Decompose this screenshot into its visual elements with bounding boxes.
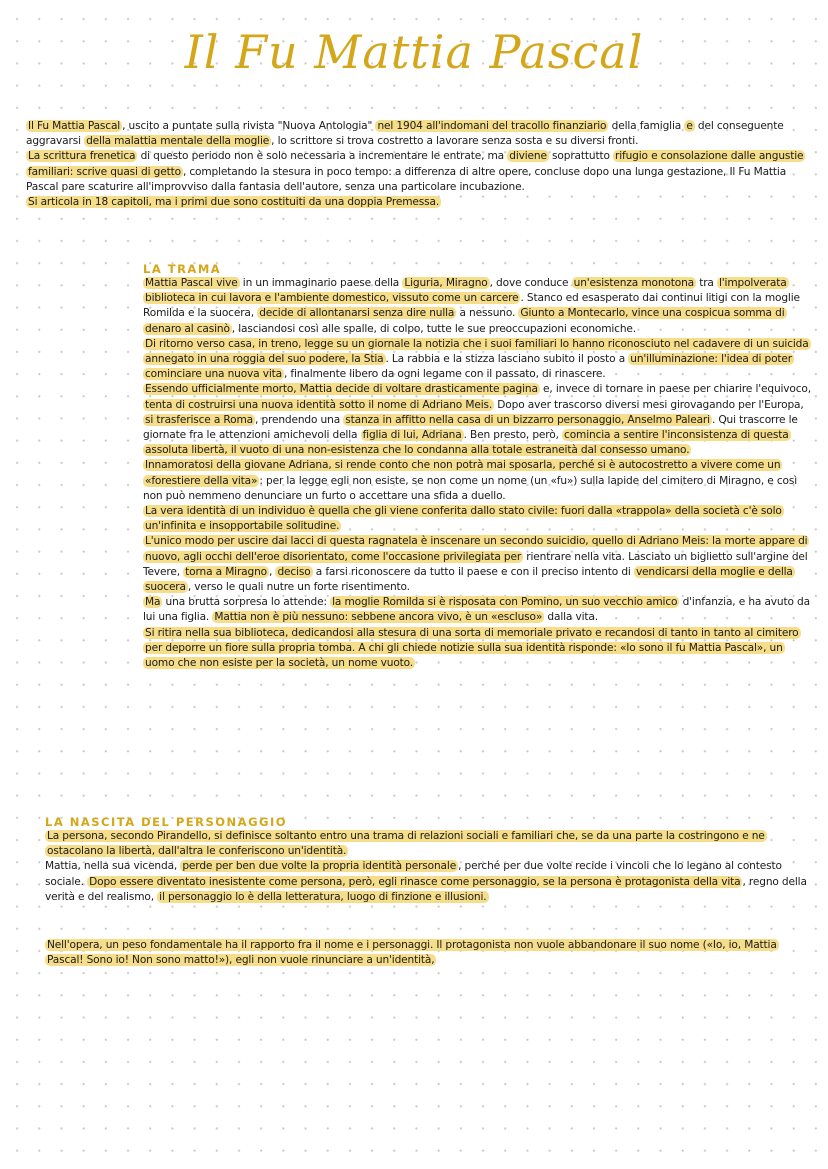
- text-run: Dopo aver trascorso diversi mesi girovagando per l'Europa,: [494, 398, 804, 411]
- highlighted-text: si trasferisce a Roma: [145, 413, 254, 426]
- paragraph: [143, 595, 813, 625]
- text-run: ,: [269, 565, 276, 578]
- text-run: rientrare nella vita. Lasciato un biglietto sull'argine del Tevere,: [143, 550, 808, 578]
- highlighted-text: Ma: [145, 596, 161, 609]
- text-run: in un immaginario paese della: [239, 277, 403, 289]
- highlighted-text: La scrittura frenetica: [28, 150, 136, 163]
- opera-section: [45, 938, 815, 968]
- highlighted-text: decide di allontanarsi senza dire nulla: [259, 307, 455, 320]
- highlighted-text: Liguria, Miragno: [404, 277, 488, 289]
- text-run: , verso le quali nutre un forte risentimento.: [187, 581, 410, 594]
- text-run: . Ben presto, però,: [463, 429, 563, 442]
- highlighted-text: Si ritira nella sua biblioteca, dedicandosi alla stesura di una sorta di memoriale privato e recandosi di tanto in tanto al cimitero per deporre un fiore sulla propria tomba. A chi gli chiede notizie sulla sua identità risponde: «Io sono il fu Mattia Pascal», un uomo che non esiste per la società, un nome vuoto.: [145, 626, 799, 670]
- paragraph: [26, 119, 816, 149]
- text-run: , regno della verità e del realismo,: [45, 875, 807, 903]
- highlighted-text: diviene: [509, 150, 547, 163]
- text-run: : per la legge egli non esiste, se non come un nome (un «fu») sulla lapide del cimitero di Miragno, e così non può nemmeno denunciare un furto o accettare una sfida a duello.: [143, 474, 798, 502]
- text-run: d'infanzia, e ha avuto da lui una figlia.: [143, 596, 810, 624]
- highlighted-text: nel 1904 all'indomani del tracollo finanziario: [377, 120, 607, 132]
- text-run: tra: [695, 277, 717, 289]
- text-run: . Qui trascorre le giornate fra le attenzioni amichevoli della: [143, 413, 798, 442]
- text-run: Mattia, nella sua vicenda,: [45, 860, 181, 873]
- paragraph: [143, 458, 813, 504]
- section-heading-nascita: LA NASCITA DEL PERSONAGGIO: [45, 815, 288, 829]
- highlighted-text: perde per ben due volte la propria identità personale: [182, 860, 457, 873]
- intro-section: [26, 119, 816, 210]
- nascita-section: [45, 829, 815, 905]
- highlighted-text: Nell'opera, un peso fondamentale ha il rapporto fra il nome e i personaggi. Il protagonista non vuole abbandonare il suo nome («Io, io, Mattia Pascal! Sono io! Non sono matto!»), egli non vuole rinunciare a un'identità,: [47, 939, 777, 967]
- paragraph: [45, 938, 815, 968]
- text-run: , perché per due volte recide i vincoli che lo legano al contesto sociale.: [45, 860, 782, 888]
- text-run: una brutta sorpresa lo attende:: [162, 596, 331, 609]
- highlighted-text: L'unico modo per uscire dai lacci di questa ragnatela è inscenare un secondo suicidio, quello di Adriano Meis: la morte appare di nuovo, agli occhi dell'eroe disorientato, come l'occasione privilegiata per: [145, 535, 808, 563]
- text-run: della famiglia: [608, 120, 685, 132]
- highlighted-text: Mattia non è più nessuno: sebbene ancora vivo, è un «escluso»: [214, 611, 543, 624]
- highlighted-text: Dopo essere diventato inesistente come persona, però, egli rinasce come personaggio, se la persona è protagonista della vita: [89, 875, 741, 888]
- highlighted-text: stanza in affitto nella casa di un bizzarro personaggio, Anselmo Paleari: [345, 413, 710, 426]
- highlighted-text: Il Fu Mattia Pascal: [28, 120, 121, 132]
- highlighted-text: un'illuminazione: l'idea di poter cominciare una nuova vita: [145, 353, 792, 381]
- paragraph: [143, 504, 813, 534]
- text-run: , lo scrittore si trova costretto a lavorare senza sosta e su diversi fronti.: [271, 135, 639, 148]
- text-run: , finalmente libero da ogni legame con il passato, di rinascere.: [284, 368, 606, 381]
- paragraph: [143, 276, 813, 337]
- text-run: , lasciandosi così alle spalle, di colpo, tutte le sue preoccupazioni economiche.: [231, 322, 636, 335]
- paragraph: [143, 382, 813, 458]
- highlighted-text: l'impolverata biblioteca in cui lavora e l'ambiente domestico, vissuto come un carcere: [145, 277, 787, 305]
- paragraph: [45, 829, 815, 859]
- text-run: dalla vita.: [544, 611, 598, 624]
- highlighted-text: Giunto a Montecarlo, vince una cospicua somma di denaro al casinò: [145, 307, 785, 335]
- highlighted-text: La persona, secondo Pirandello, si definisce soltanto entro una trama di relazioni sociali e familiari che, se da una parte la costringono e ne ostacolano la libertà, dall'altra le conferiscono un'identità.: [47, 830, 765, 858]
- text-run: soprattutto: [548, 150, 614, 163]
- text-run: di questo periodo non è solo necessaria a incrementare le entrate, ma: [137, 150, 508, 163]
- highlighted-text: figlia di lui, Adriana: [362, 429, 462, 442]
- text-run: a nessuno.: [456, 307, 519, 320]
- highlighted-text: della malattia mentale della moglie: [86, 135, 270, 148]
- text-run: , uscito a puntate sulla rivista "Nuova Antologia": [122, 120, 376, 132]
- highlighted-text: vendicarsi della moglie e della suocera: [145, 565, 793, 594]
- highlighted-text: il personaggio lo è della letteratura, luogo di finzione e illusioni.: [159, 890, 487, 903]
- highlighted-text: un'esistenza monotona: [573, 277, 694, 289]
- trama-section: [143, 276, 813, 671]
- text-run: , prendendo una: [255, 413, 344, 426]
- highlighted-text: e: [686, 120, 693, 132]
- highlighted-text: Innamoratosi della giovane Adriana, si rende conto che non potrà mai sposarla, perché si è autocostretto a vivere come un «forestiere della vita»: [145, 459, 781, 487]
- paragraph: [143, 337, 813, 383]
- text-run: . La rabbia e la stizza lasciano subito il posto a: [385, 353, 629, 366]
- highlighted-text: Di ritorno verso casa, in treno, legge su un giornale la notizia che i suoi familiari lo hanno riconosciuto nel cadavere di un suicida annegato in una roggia del suo podere, la Stia: [145, 337, 809, 366]
- highlighted-text: torna a Miragno: [185, 565, 267, 578]
- page-title: Il Fu Mattia Pascal: [184, 25, 644, 79]
- section-heading-trama: LA TRAMA: [143, 262, 222, 276]
- text-run: e, invece di tornare in paese per chiarire l'equivoco,: [539, 383, 811, 396]
- highlighted-text: tenta di costruirsi una nuova identità sotto il nome di Adriano Meis.: [145, 398, 493, 411]
- paragraph: [26, 195, 816, 210]
- highlighted-text: Essendo ufficialmente morto, Mattia decide di voltare drasticamente pagina: [145, 383, 538, 396]
- highlighted-text: Mattia Pascal vive: [145, 277, 238, 289]
- text-run: . Stanco ed esasperato dai continui litigi con la moglie Romilda e la suocera,: [143, 292, 800, 320]
- text-run: , dove conduce: [489, 277, 572, 289]
- highlighted-text: Si articola in 18 capitoli, ma i primi due sono costituiti da una doppia Premessa.: [28, 196, 440, 209]
- highlighted-text: comincia a sentire l'inconsistenza di questa assoluta libertà, il vuoto di una non-esistenza che lo condanna alla totale estraneità dal consesso umano.: [145, 429, 789, 457]
- paragraph: [143, 534, 813, 595]
- highlighted-text: deciso: [277, 565, 311, 578]
- highlighted-text: la moglie Romilda si è risposata con Pomino, un suo vecchio amico: [332, 596, 678, 609]
- highlighted-text: rifugio e consolazione dalle angustie familiari: scrive quasi di getto: [28, 150, 804, 178]
- highlighted-text: La vera identità di un individuo è quella che gli viene conferita dallo stato civile: fuori dalla «trappola» della società c'è solo un'infinita e insopportabile solitudine.: [145, 505, 782, 533]
- text-run: del conseguente aggravarsi: [26, 120, 784, 148]
- paragraph: [143, 626, 813, 672]
- paragraph: [26, 149, 816, 195]
- paragraph: [45, 859, 815, 905]
- text-run: a farsi riconoscere da tutto il paese e con il preciso intento di: [312, 565, 634, 578]
- text-run: , completando la stesura in poco tempo: a differenza di altre opere, concluse dopo una lunga gestazione, Il Fu Mattia Pascal pare scaturire all'improvviso dalla fantasia dell'autore, senza una particolare incubazione.: [26, 165, 787, 193]
